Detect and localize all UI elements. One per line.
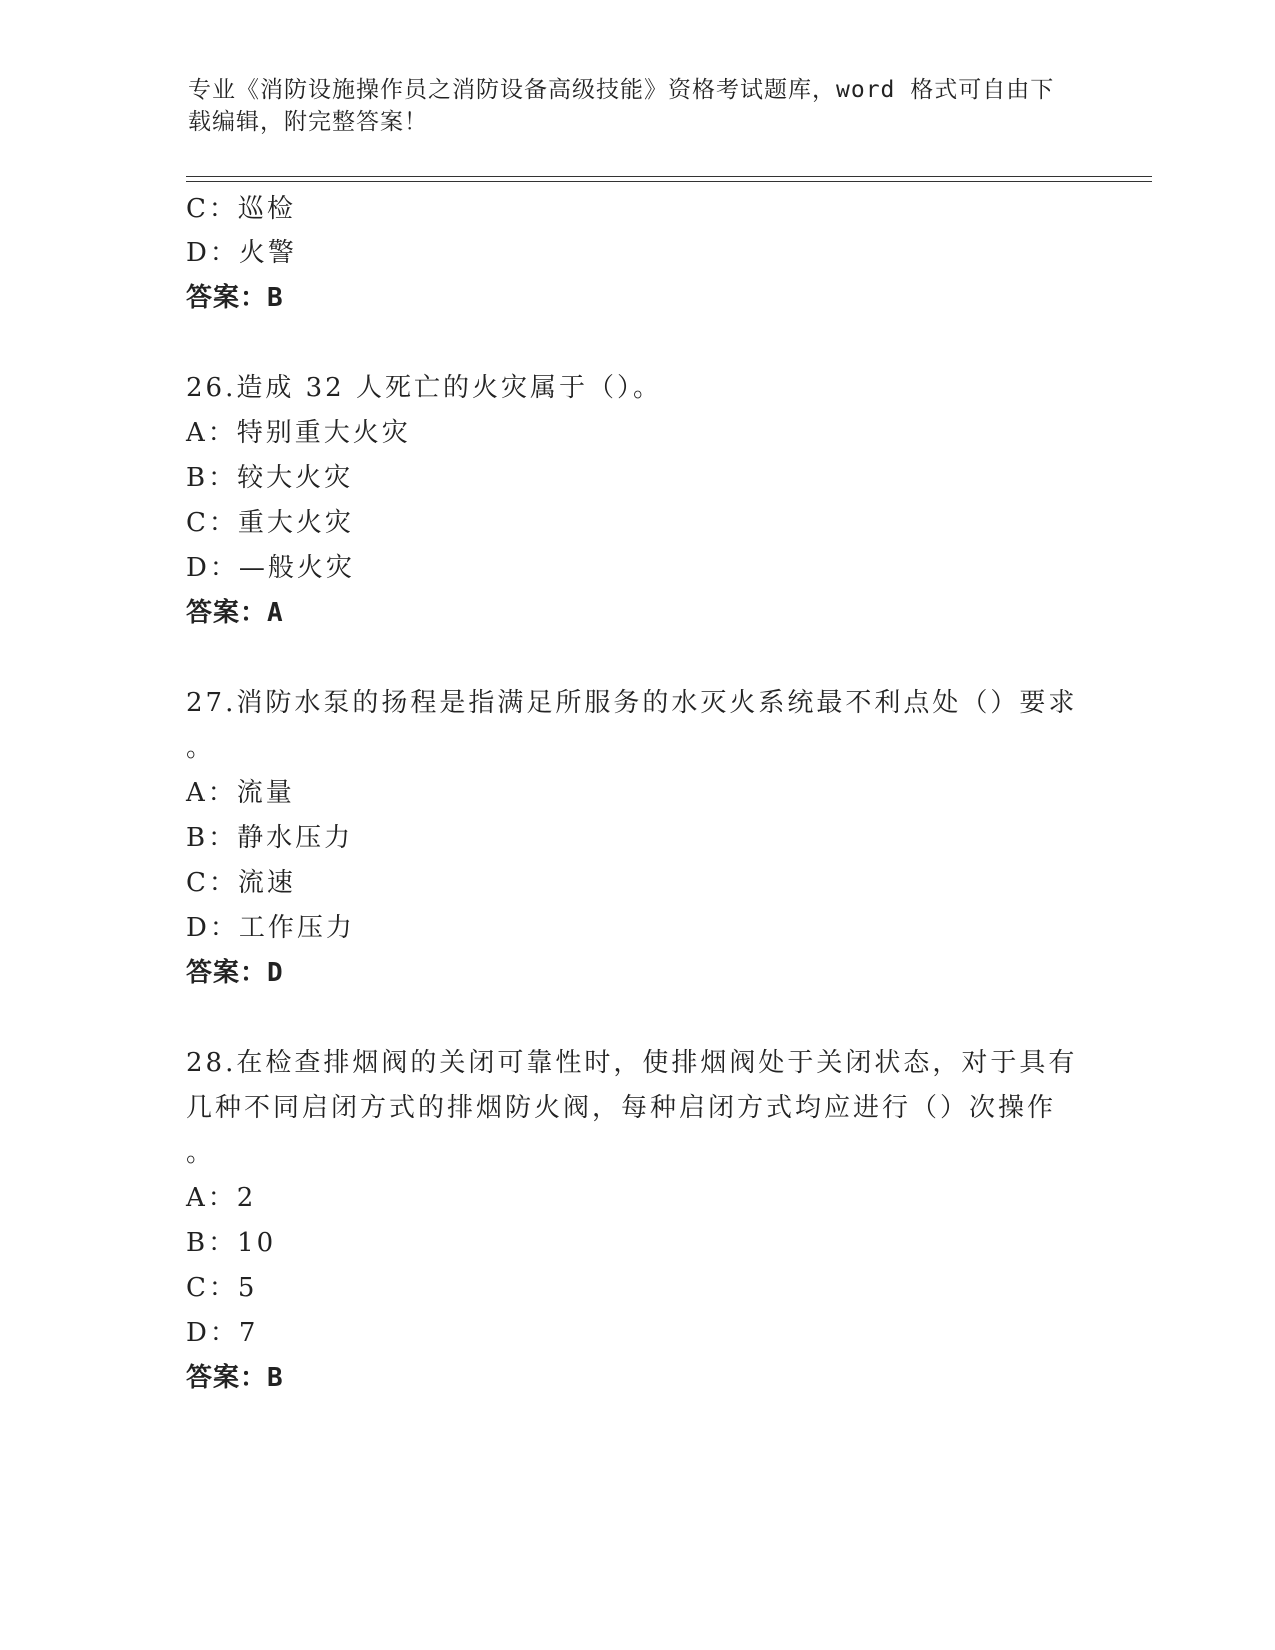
option-d <box>186 553 355 583</box>
option-c <box>186 508 354 538</box>
option-text: 重大火灾 <box>237 508 354 538</box>
question-28-text-line-1: 28.在检查排烟阀的关闭可靠性时，使排烟阀处于关闭状态，对于具有 <box>186 1048 1078 1078</box>
option-label: D： <box>186 553 239 583</box>
document-header <box>188 74 1068 138</box>
header-line-1: 专业《消防设施操作员之消防设备高级技能》资格考试题库，word 格式可自由下 <box>188 77 1055 103</box>
option-label: B： <box>186 463 238 493</box>
option-text: 2 <box>236 1183 257 1213</box>
option-label: A： <box>186 1183 237 1213</box>
option-c <box>186 1273 257 1303</box>
option-text: —般火灾 <box>238 553 355 583</box>
option-label: C： <box>186 868 238 898</box>
header-divider-top <box>186 176 1152 177</box>
option-text: 流速 <box>237 868 296 898</box>
question-27-text-line-1: 27.消防水泵的扬程是指满足所服务的水灭火系统最不利点处（）要求 <box>186 688 1078 718</box>
option-d <box>186 913 355 943</box>
option-label: B： <box>186 1228 238 1258</box>
option-label: D： <box>186 1318 239 1348</box>
option-text: 巡检 <box>237 194 296 224</box>
option-text: 流量 <box>236 778 295 808</box>
question-26-text: 26.造成 32 人死亡的火灾属于（）。 <box>186 373 662 403</box>
header-line-2: 载编辑，附完整答案！ <box>188 109 428 135</box>
answer-line: 答案：B <box>186 1363 284 1393</box>
option-label: A： <box>186 418 237 448</box>
option-a <box>186 1183 256 1213</box>
option-text: 5 <box>237 1273 258 1303</box>
option-a <box>186 418 411 448</box>
option-b <box>186 463 353 493</box>
option-d <box>186 1318 258 1348</box>
option-label: C： <box>186 194 238 224</box>
option-c <box>186 868 296 898</box>
answer-line: 答案：B <box>186 283 284 313</box>
option-label: D： <box>186 913 239 943</box>
option-text: 静水压力 <box>237 823 354 853</box>
question-27-text-line-2: 。 <box>186 733 216 763</box>
option-label: B： <box>186 823 238 853</box>
option-c <box>186 194 296 224</box>
question-28-text-line-3: 。 <box>186 1138 216 1168</box>
header-divider-bottom <box>186 181 1152 182</box>
option-label: D： <box>186 238 239 268</box>
answer-line: 答案：A <box>186 598 284 628</box>
option-text: 火警 <box>238 238 297 268</box>
answer-line: 答案：D <box>186 958 284 988</box>
option-text: 7 <box>238 1318 259 1348</box>
option-label: C： <box>186 508 238 538</box>
option-a <box>186 778 295 808</box>
option-label: A： <box>186 778 237 808</box>
option-text: 工作压力 <box>238 913 355 943</box>
option-text: 特别重大火灾 <box>236 418 411 448</box>
option-d <box>186 238 297 268</box>
option-label: C： <box>186 1273 238 1303</box>
option-text: 10 <box>237 1228 277 1258</box>
option-b <box>186 1228 276 1258</box>
option-text: 较大火灾 <box>237 463 354 493</box>
question-28-text-line-2: 几种不同启闭方式的排烟防火阀，每种启闭方式均应进行（）次操作 <box>186 1093 1057 1123</box>
option-b <box>186 823 353 853</box>
